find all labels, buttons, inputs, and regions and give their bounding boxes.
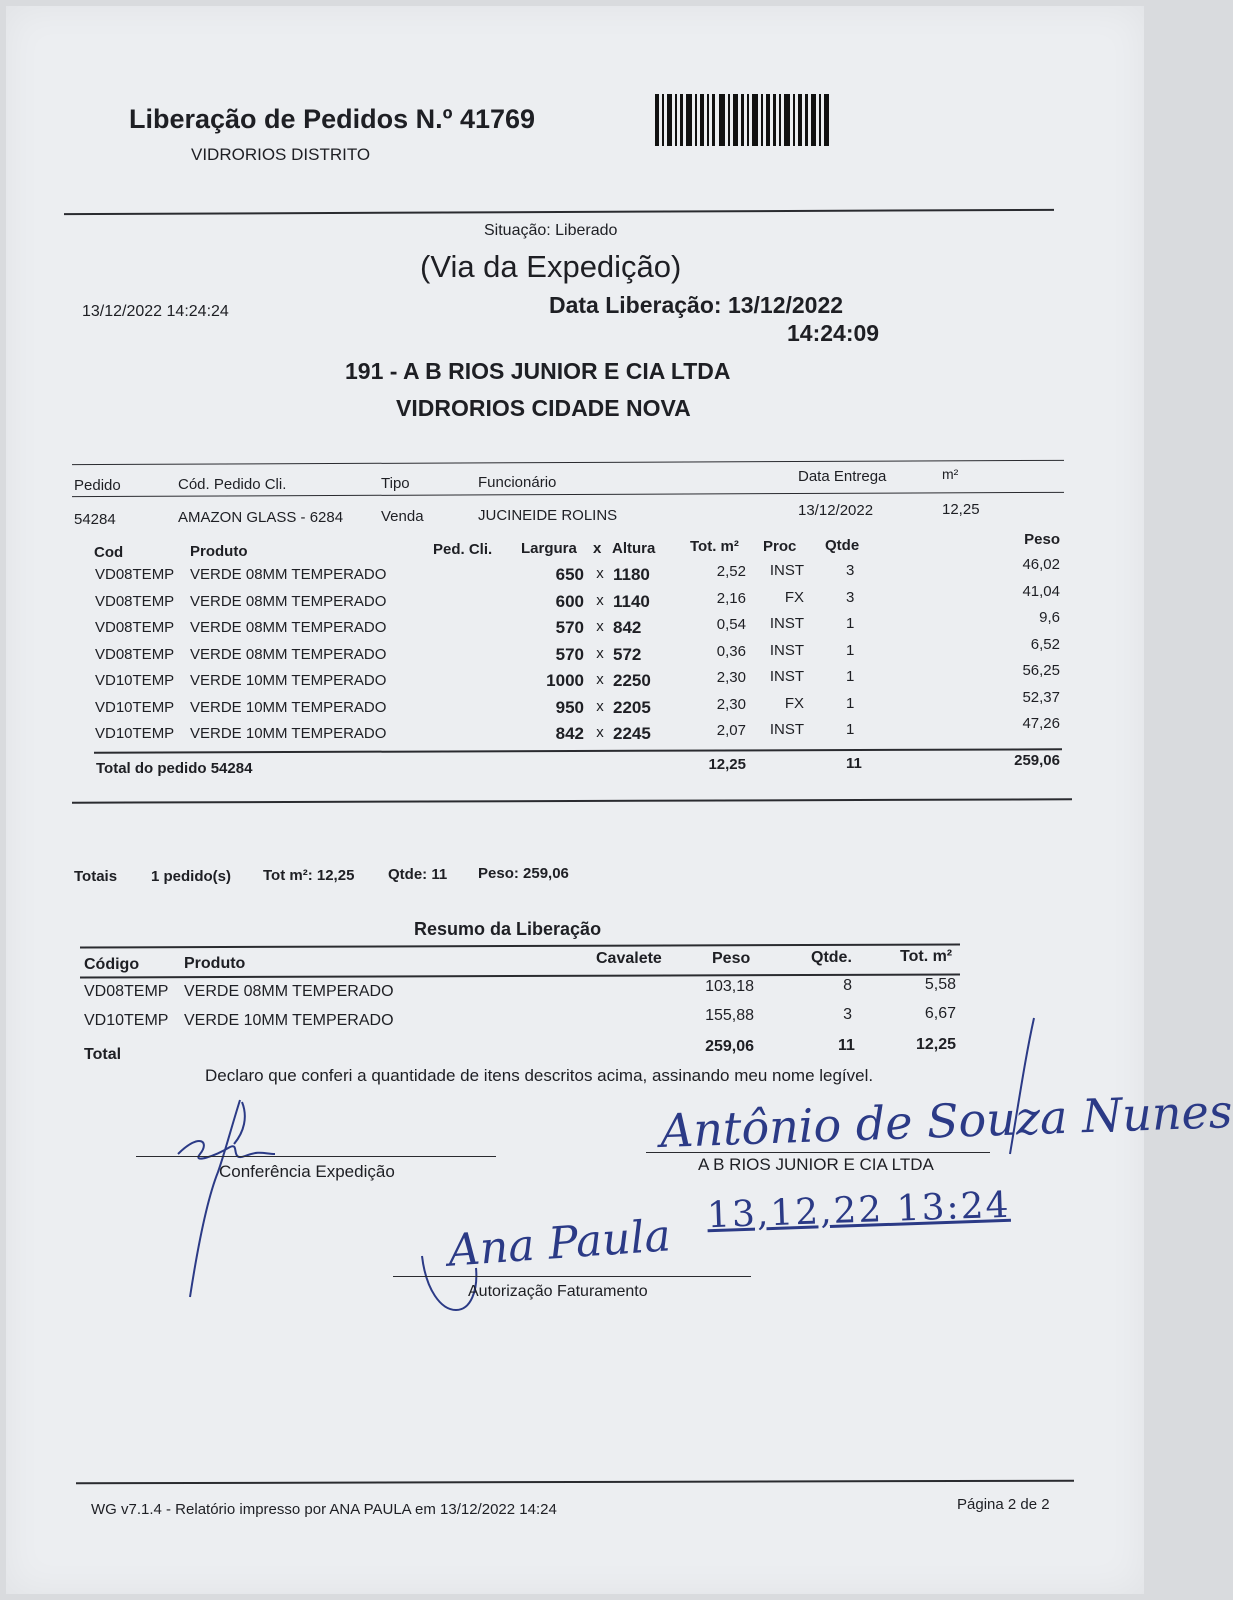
totais-peso: Peso: 259,06 [478,865,569,882]
cell-altura: 572 [613,644,642,664]
cell-proc: INST [769,668,804,685]
signature-stroke [990,1014,1040,1164]
cell-altura: 2205 [613,697,651,717]
cell-x: x [596,644,604,662]
cell-altura: 842 [613,618,642,637]
barcode-graphic [655,94,831,148]
col-x: x [593,540,602,557]
footer-page-number: Página 2 de 2 [957,1496,1050,1513]
cell-cod: VD08TEMP [95,592,175,610]
col-peso: Peso [1024,531,1060,548]
order-m2-value: 12,25 [942,501,980,518]
resumo-col-cavalete: Cavalete [596,950,662,967]
totais-pedidos: 1 pedido(s) [151,868,232,885]
resumo-cell-peso: 155,88 [705,1007,754,1024]
cell-tot-m2: 2,52 [716,563,746,580]
col-ped-cli: Ped. Cli. [433,541,493,558]
col-qtde: Qtde [825,537,860,554]
footer-printed-by: WG v7.1.4 - Relatório impresso por ANA PAULA em 13/12/2022 14:24 [91,1501,557,1518]
cell-cod: VD08TEMP [95,645,175,663]
totais-qtde: Qtde: 11 [388,866,448,883]
cell-proc: INST [769,641,804,659]
resumo-cell-produto: VERDE 10MM TEMPERADO [184,1012,394,1029]
cell-x: x [596,724,604,741]
cell-qtde: 1 [846,615,855,632]
cell-x: x [596,591,604,609]
table-row [0,556,1162,592]
table-row [0,1005,1162,1040]
cell-cod: VD08TEMP [95,566,175,583]
resumo-title: Resumo da Liberação [414,919,602,939]
cell-tot-m2: 0,36 [716,642,746,660]
resumo-cell-qtde: 3 [843,1006,852,1023]
col-proc: Proc [763,538,797,555]
cell-qtde: 1 [846,641,855,659]
order-funcionario-value: JUCINEIDE ROLINS [478,507,618,524]
items-table-header [0,531,1162,564]
cell-produto: VERDE 10MM TEMPERADO [190,725,387,742]
order-pedido-value: 54284 [74,511,116,528]
cell-tot-m2: 2,30 [716,669,746,686]
resumo-total-label: Total [84,1046,122,1063]
client-name: 191 - A B RIOS JUNIOR E CIA LTDA [345,358,731,384]
cell-produto: VERDE 08MM TEMPERADO [190,592,387,610]
faturamento-line [393,1276,751,1277]
cell-cod: VD10TEMP [95,672,175,689]
cell-cod: VD10TEMP [95,698,175,716]
conferencia-line [136,1156,496,1157]
cell-produto: VERDE 08MM TEMPERADO [190,619,387,636]
cell-altura: 1180 [613,565,650,584]
resumo-total-row [0,1038,1162,1066]
cell-proc: INST [769,721,804,738]
totais-row [0,866,1162,892]
order-header-data-entrega: Data Entrega [798,468,887,485]
situacao-text: Situação: Liberado [484,222,618,239]
via-title: (Via da Expedição) [420,249,682,284]
col-largura: Largura [521,540,577,557]
total-pedido-m2: 12,25 [708,756,746,773]
totais-m2: Tot m²: 12,25 [263,867,355,884]
cell-largura: 950 [555,697,584,717]
cell-proc: INST [769,615,804,632]
print-datetime: 13/12/2022 14:24:24 [82,303,229,320]
cell-produto: VERDE 10MM TEMPERADO [190,672,387,689]
data-liberacao-time: 14:24:09 [787,320,880,346]
cell-proc: FX [784,694,804,712]
cell-peso: 9,6 [1039,609,1060,626]
order-header-tipo: Tipo [381,475,410,492]
cell-tot-m2: 2,07 [716,722,746,739]
col-altura: Altura [612,540,656,557]
autorizacao-label: Autorização Faturamento [468,1283,648,1300]
cell-x: x [596,671,604,688]
cell-tot-m2: 0,54 [716,616,746,633]
table-row [0,976,1162,1011]
resumo-total-peso: 259,06 [705,1038,754,1055]
cell-x: x [596,565,604,582]
cell-produto: VERDE 08MM TEMPERADO [190,566,387,583]
cell-peso: 41,04 [1022,582,1060,600]
document-title: Liberação de Pedidos N.º 41769 [129,104,536,134]
order-data-entrega-value: 13/12/2022 [798,502,874,519]
cell-largura: 570 [555,644,584,664]
conferencia-signature [170,1092,310,1312]
items-total-row [0,752,1162,782]
resumo-col-codigo: Código [84,956,140,973]
resumo-total-tot-m2: 12,25 [915,1036,956,1053]
cell-tot-m2: 2,30 [716,695,746,713]
cell-largura: 570 [555,618,584,637]
cell-proc: INST [769,562,804,579]
cell-qtde: 3 [846,588,855,606]
cell-tot-m2: 2,16 [716,589,746,607]
handwritten-date: 13,12,22 13:24 [706,1184,1012,1237]
table-row [0,715,1162,751]
cell-altura: 1140 [613,591,650,611]
table-row [0,609,1162,645]
resumo-col-produto: Produto [184,955,246,972]
client-store: VIDRORIOS CIDADE NOVA [396,395,691,421]
col-cod: Cod [94,544,124,561]
order-header-m2: m² [942,466,959,482]
cell-altura: 2250 [613,671,651,690]
table-row [0,582,1162,619]
table-row [0,635,1162,672]
cell-qtde: 1 [846,694,855,712]
resumo-cell-codigo: VD08TEMP [84,983,169,1000]
resumo-total-qtde: 11 [838,1037,855,1054]
resumo-cell-codigo: VD10TEMP [84,1012,169,1029]
client-sign-label: A B RIOS JUNIOR E CIA LTDA [698,1155,934,1174]
cell-cod: VD08TEMP [95,619,175,636]
faturamento-signature: Ana Paula [446,1210,673,1277]
client-sign-line [646,1152,990,1153]
resumo-cell-tot-m2: 6,67 [924,1005,956,1022]
resumo-cell-produto: VERDE 08MM TEMPERADO [184,983,394,1000]
cell-peso: 56,25 [1022,662,1060,679]
data-liberacao: Data Liberação: 13/12/2022 [549,292,844,318]
resumo-col-qtde: Qtde. [811,949,852,966]
cell-largura: 600 [555,591,584,611]
resumo-cell-tot-m2: 5,58 [924,976,956,993]
order-header-cod-pedido-cli: Cód. Pedido Cli. [178,476,287,493]
col-tot-m2: Tot. m² [690,538,739,555]
cell-cod: VD10TEMP [95,725,175,742]
cell-largura: 1000 [546,671,584,690]
resumo-cell-peso: 103,18 [705,978,754,995]
declaration-text: Declaro que conferi a quantidade de itens descritos acima, assinando meu nome legível. [205,1066,874,1085]
cell-produto: VERDE 08MM TEMPERADO [190,645,387,663]
cell-x: x [596,697,604,715]
cell-largura: 650 [555,565,584,584]
order-header-funcionario: Funcionário [478,474,557,491]
cell-qtde: 3 [846,562,855,579]
cell-peso: 47,26 [1022,715,1060,732]
total-pedido-label: Total do pedido 54284 [96,760,253,777]
cell-altura: 2245 [613,724,651,743]
conferencia-label: Conferência Expedição [219,1162,395,1181]
total-pedido-qtde: 11 [846,755,862,772]
cell-produto: VERDE 10MM TEMPERADO [190,698,387,716]
order-tipo-value: Venda [381,508,424,525]
cell-peso: 6,52 [1030,635,1060,653]
cell-peso: 46,02 [1022,556,1060,573]
resumo-col-peso: Peso [712,950,751,967]
cell-qtde: 1 [846,668,855,685]
order-header-pedido: Pedido [74,477,121,494]
company-name: VIDRORIOS DISTRITO [191,145,371,164]
cell-qtde: 1 [846,721,855,738]
client-signature: Antônio de Souza Nunes [659,1084,1233,1158]
totais-label: Totais [74,868,118,885]
order-cod-pedido-cli-value: AMAZON GLASS - 6284 [178,509,344,526]
col-produto: Produto [190,543,248,560]
resumo-col-tot-m2: Tot. m² [900,948,953,965]
resumo-cell-qtde: 8 [843,977,852,994]
table-row [0,688,1162,725]
cell-largura: 842 [555,724,584,743]
cell-proc: FX [784,588,804,606]
cell-peso: 52,37 [1022,688,1060,706]
table-row [0,662,1162,698]
cell-x: x [596,618,604,635]
total-pedido-peso: 259,06 [1014,752,1060,769]
